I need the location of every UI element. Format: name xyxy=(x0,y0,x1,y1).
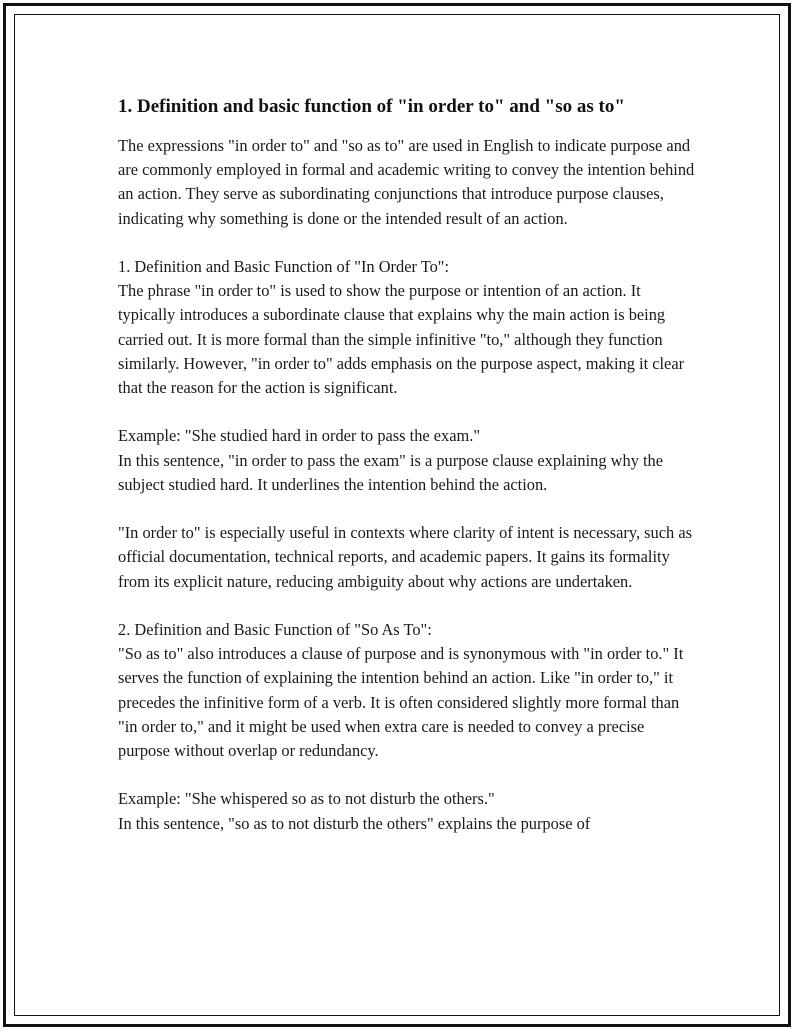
document-body xyxy=(118,94,698,836)
section-heading: 1. Definition and basic function of "in order to" and "so as to" xyxy=(118,96,625,117)
paragraph-intro: The expressions "in order to" and "so as to" are used in English to indicate purpose and are commonly employed in formal and academic writing to convey the intention behind an action. They serve as subordinating conjunctions that introduce purpose clauses, indicating why something is done or the intended result of an action. xyxy=(118,136,695,228)
paragraph-in-order-to-definition: 1. Definition and Basic Function of "In Order To": The phrase "in order to" is used to show the purpose or intention of an action. It typically introduces a subordinate clause that explains why the main action is being carried out. It is more formal than the simple infinitive "to," although they function similarly. However, "in order to" adds emphasis on the purpose aspect, making it clear that the reason for the action is significant. xyxy=(118,257,685,398)
paragraph-in-order-to-example: Example: "She studied hard in order to pass the exam." In this sentence, "in order to pass the exam" is a purpose clause explaining why the subject studied hard. It underlines the intention behind the action. xyxy=(118,426,664,494)
paragraph-so-as-to-example: Example: "She whispered so as to not disturb the others." In this sentence, "so as to not disturb the others" explains the purpose of xyxy=(118,789,591,833)
paragraph-so-as-to-definition: 2. Definition and Basic Function of "So As To": "So as to" also introduces a clause of purpose and is synonymous with "in order to." It serves the function of explaining the intention behind an action. Like "in order to," it precedes the infinitive form of a verb. It is often considered slightly more formal than "in order to," and it might be used when extra care is needed to convey a precise purpose without overlap or redundancy. xyxy=(118,620,684,761)
paragraph-in-order-to-usage: "In order to" is especially useful in contexts where clarity of intent is necessary, such as official documentation, technical reports, and academic papers. It gains its formality from its explicit nature, reducing ambiguity about why actions are undertaken. xyxy=(118,523,692,591)
